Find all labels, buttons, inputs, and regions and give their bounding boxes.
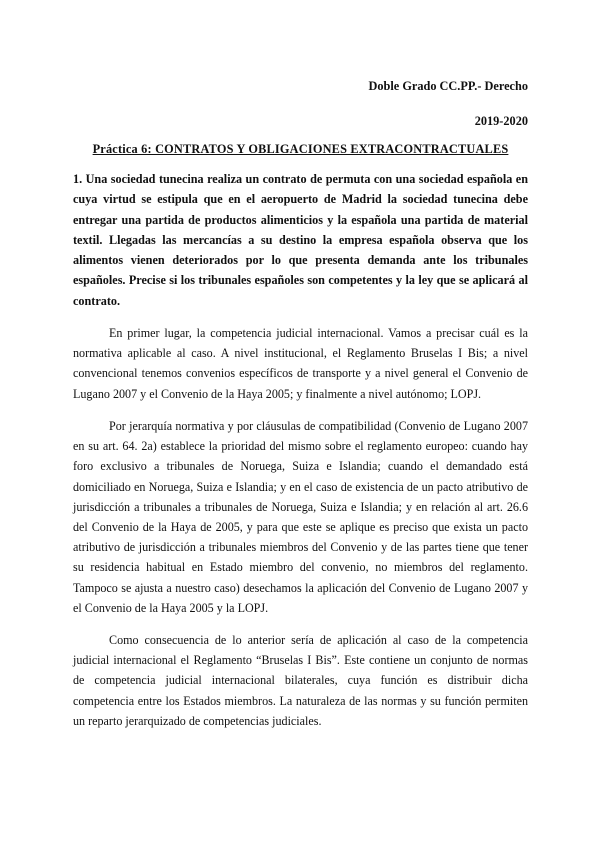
question-statement: 1. Una sociedad tunecina realiza un contrato de permuta con una sociedad española en cuya virtud se estipula que en el aeropuerto de Madrid la sociedad tunecina debe entregar una partida de productos alimenticios y la española una partida de material textil. Llegadas las mercancías a su destino la empresa española observa que los alimentos vienen deteriorados por lo que presenta demanda ante los tribunales españoles. Precise si los tribunales españoles son competentes y la ley que se aplicará al contrato. (73, 172, 528, 308)
academic-year: 2019-2020 (474, 114, 528, 128)
practice-title: Práctica 6: CONTRATOS Y OBLIGACIONES EXTRACONTRACTUALES (92, 142, 509, 156)
answer-paragraph: Como consecuencia de lo anterior sería de aplicación al caso de la competencia judicial internacional el Reglamento “Bruselas I Bis”. Este contiene un conjunto de normas de competencia judicial internacional bilaterales, cuya función es distribuir dicha competencia entre los Estados miembros. La naturaleza de las normas y su función permiten un reparto jerarquizado de competencias judiciales. (73, 632, 528, 728)
answer-paragraph: Por jerarquía normativa y por cláusulas de compatibilidad (Convenio de Lugano 2007 en su art. 64. 2a) establece la prioridad del mismo sobre el reglamento europeo: cuando hay foro exclusivo a tribunales de Noruega, Suiza e Islandia; cuando el demandado está domiciliado en Noruega, Suiza e Islandia; y en el caso de existencia de un pacto atributivo de jurisdicción a tribunales a tribunales de Noruega, Suiza e Islandia; y en relación al art. 26.6 del Convenio de la Haya de 2005, y para que este se aplique es preciso que exista un pacto atributivo de jurisdicción a tribunales miembros del Convenio y de las partes tiene que tener su residencia habitual en Estado miembro del convenio, no miembros del reglamento. Tampoco se ajusta a nuestro caso) desechamos la aplicación del Convenio de Lugano 2007 y el Convenio de la Haya 2005 y la LOPJ. (73, 418, 528, 615)
degree-header: Doble Grado CC.PP.- Derecho (368, 79, 528, 93)
answer-paragraph: En primer lugar, la competencia judicial internacional. Vamos a precisar cuál es la normativa aplicable al caso. A nivel institucional, el Reglamento Bruselas I Bis; a nivel convencional tenemos convenios específicos de transporte y a nivel general el Convenio de Lugano 2007 y el Convenio de la Haya 2005; y finalmente a nivel autónomo; LOPJ. (73, 326, 528, 401)
